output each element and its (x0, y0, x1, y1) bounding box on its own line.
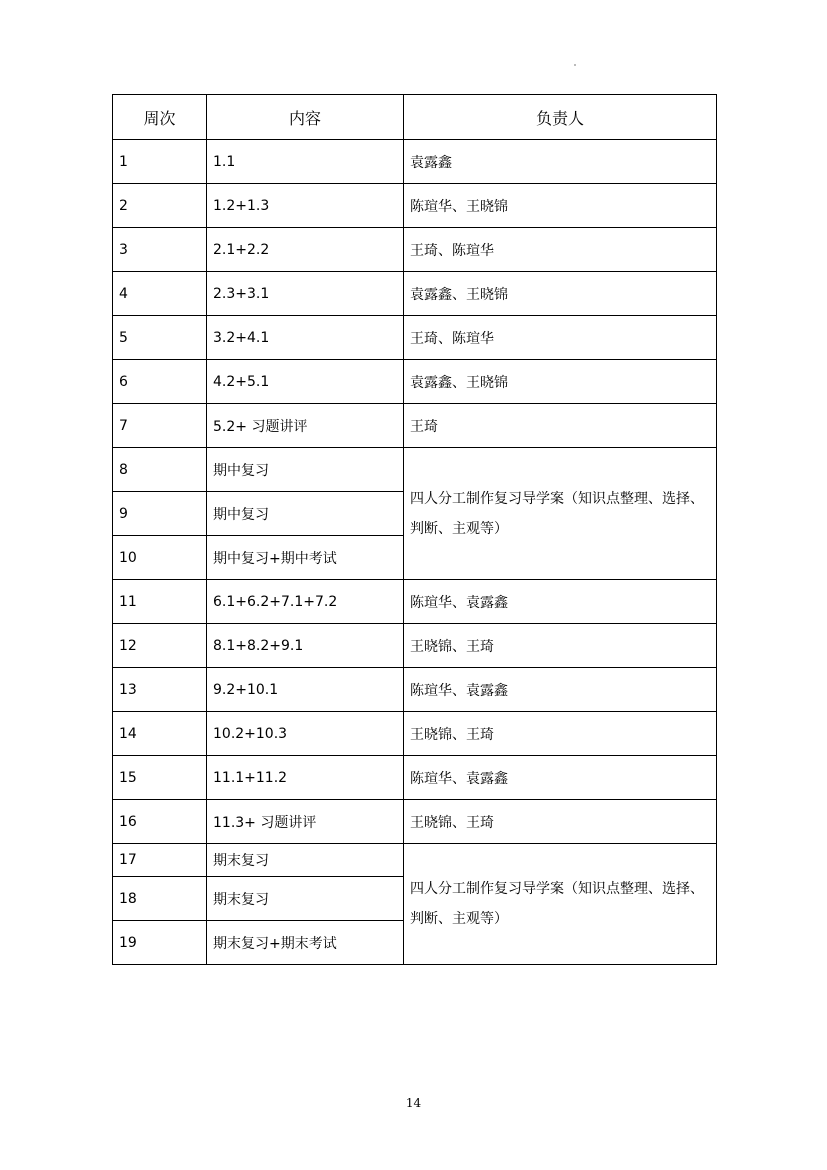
content-cell: 10.2+10.3 (207, 712, 404, 756)
owner-cell: 王晓锦、王琦 (404, 712, 717, 756)
stray-dot (574, 64, 576, 66)
table-row (113, 756, 717, 800)
table-row (113, 668, 717, 712)
table-row (113, 404, 717, 448)
owner-cell: 王琦 (404, 404, 717, 448)
table-row (113, 360, 717, 404)
table-row (113, 580, 717, 624)
week-cell: 10 (113, 536, 207, 580)
owner-cell: 陈瑄华、袁露鑫 (404, 580, 717, 624)
week-cell: 19 (113, 921, 207, 965)
owner-cell: 王晓锦、王琦 (404, 800, 717, 844)
week-cell: 6 (113, 360, 207, 404)
table-row (113, 448, 717, 492)
header-owner: 负责人 (404, 95, 717, 140)
table-row (113, 228, 717, 272)
content-cell: 期中复习+期中考试 (207, 536, 404, 580)
table-row (113, 184, 717, 228)
table-row (113, 140, 717, 184)
table-row (113, 316, 717, 360)
owner-cell: 王琦、陈瑄华 (404, 228, 717, 272)
content-cell: 9.2+10.1 (207, 668, 404, 712)
owner-cell-merged: 四人分工制作复习导学案（知识点整理、选择、判断、主观等） (404, 448, 717, 580)
content-cell: 4.2+5.1 (207, 360, 404, 404)
table-row (113, 624, 717, 668)
owner-cell: 王琦、陈瑄华 (404, 316, 717, 360)
content-cell: 1.2+1.3 (207, 184, 404, 228)
owner-cell: 袁露鑫、王晓锦 (404, 360, 717, 404)
owner-cell: 陈瑄华、王晓锦 (404, 184, 717, 228)
schedule-table (112, 94, 717, 965)
content-cell: 3.2+4.1 (207, 316, 404, 360)
week-cell: 13 (113, 668, 207, 712)
content-cell: 期末复习 (207, 844, 404, 877)
week-cell: 3 (113, 228, 207, 272)
owner-cell-merged: 四人分工制作复习导学案（知识点整理、选择、判断、主观等） (404, 844, 717, 965)
content-cell: 1.1 (207, 140, 404, 184)
content-cell: 6.1+6.2+7.1+7.2 (207, 580, 404, 624)
week-cell: 17 (113, 844, 207, 877)
table-row (113, 800, 717, 844)
week-cell: 5 (113, 316, 207, 360)
week-cell: 16 (113, 800, 207, 844)
week-cell: 7 (113, 404, 207, 448)
content-cell: 2.3+3.1 (207, 272, 404, 316)
week-cell: 12 (113, 624, 207, 668)
content-cell: 期末复习+期末考试 (207, 921, 404, 965)
table-row (113, 272, 717, 316)
owner-cell: 袁露鑫、王晓锦 (404, 272, 717, 316)
content-cell: 期末复习 (207, 877, 404, 921)
content-cell: 11.1+11.2 (207, 756, 404, 800)
header-content: 内容 (207, 95, 404, 140)
page-number: 14 (405, 1096, 422, 1110)
week-cell: 9 (113, 492, 207, 536)
content-cell: 8.1+8.2+9.1 (207, 624, 404, 668)
week-cell: 8 (113, 448, 207, 492)
week-cell: 14 (113, 712, 207, 756)
week-cell: 15 (113, 756, 207, 800)
owner-cell: 袁露鑫 (404, 140, 717, 184)
header-week: 周次 (113, 95, 207, 140)
owner-cell: 王晓锦、王琦 (404, 624, 717, 668)
content-cell: 期中复习 (207, 492, 404, 536)
week-cell: 2 (113, 184, 207, 228)
table-row (113, 844, 717, 877)
content-cell: 2.1+2.2 (207, 228, 404, 272)
content-cell: 期中复习 (207, 448, 404, 492)
table-header-row (113, 95, 717, 140)
table-row (113, 712, 717, 756)
content-cell: 11.3+ 习题讲评 (207, 800, 404, 844)
week-cell: 11 (113, 580, 207, 624)
week-cell: 18 (113, 877, 207, 921)
owner-cell: 陈瑄华、袁露鑫 (404, 668, 717, 712)
owner-cell: 陈瑄华、袁露鑫 (404, 756, 717, 800)
week-cell: 1 (113, 140, 207, 184)
week-cell: 4 (113, 272, 207, 316)
content-cell: 5.2+ 习题讲评 (207, 404, 404, 448)
